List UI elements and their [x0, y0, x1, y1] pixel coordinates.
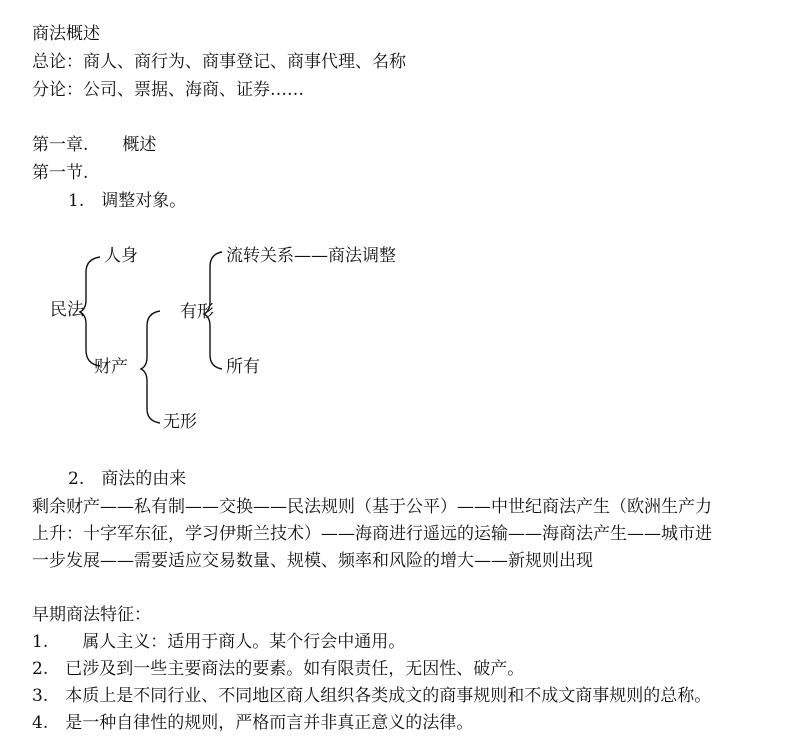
- special-part-line: 分论：公司、票据、海商、证券……: [32, 80, 304, 100]
- general-part-line: 总论：商人、商行为、商事登记、商事代理、名称: [32, 52, 406, 72]
- property-bracket: [141, 311, 160, 423]
- item-origin-heading: 2. 商法的由来: [68, 469, 187, 489]
- origin-line: 一步发展——需要适应交易数量、规模、频率和风险的增大——新规则出现: [32, 551, 593, 571]
- node-personal: 人身: [104, 246, 138, 266]
- item-adjustment-object: 1. 调整对象。: [68, 191, 187, 211]
- features-heading: 早期商法特征：: [32, 605, 151, 625]
- origin-line: 上升：十字军东征，学习伊斯兰技术）——海商进行遥远的运输——海商法产生——城市进: [32, 524, 712, 544]
- feature-item: 2. 已涉及到一些主要商法的要素。如有限责任，无因性、破产。: [32, 659, 525, 679]
- feature-item: 1. 属人主义：适用于商人。某个行会中通用。: [32, 632, 406, 652]
- feature-item: 3. 本质上是不同行业、不同地区商人组织各类成文的商事规则和不成文商事规则的总称。: [32, 686, 712, 706]
- doc-title: 商法概述: [32, 24, 100, 44]
- section-heading: 第一节.: [32, 163, 89, 183]
- origin-line: 剩余财产——私有制——交换——民法规则（基于公平）——中世纪商法产生（欧洲生产力: [32, 497, 712, 517]
- node-civil-law: 民法: [50, 300, 84, 320]
- node-tangible: 有形: [180, 302, 214, 322]
- feature-item: 4. 是一种自律性的规则，严格而言并非真正意义的法律。: [32, 713, 474, 733]
- node-property: 财产: [94, 357, 128, 377]
- node-intangible: 无形: [163, 412, 197, 432]
- node-ownership: 所有: [226, 357, 260, 377]
- node-circulation: 流转关系——商法调整: [226, 246, 396, 266]
- chapter-heading: 第一章. 概述: [32, 135, 157, 155]
